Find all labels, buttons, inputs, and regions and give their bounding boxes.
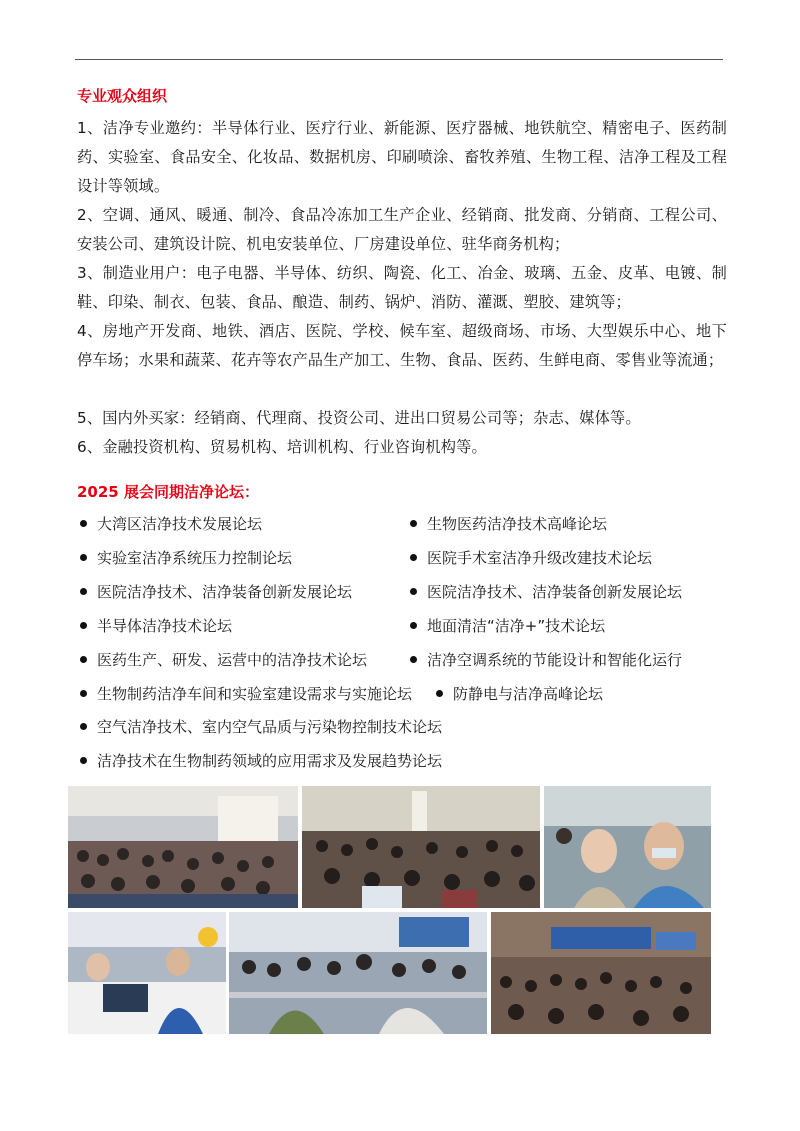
exhibition-hall-photo bbox=[491, 912, 711, 1034]
audience-photo bbox=[302, 786, 540, 908]
audience-item-5: 5、国内外买家：经销商、代理商、投资公司、进出口贸易公司等；杂志、媒体等。 bbox=[77, 409, 641, 427]
bullet-icon bbox=[80, 690, 87, 697]
bullet-icon bbox=[80, 723, 87, 730]
forum-item: 实验室洁净系统压力控制论坛 bbox=[80, 548, 292, 568]
section-title-forums: 2025 展会同期洁净论坛： bbox=[77, 483, 259, 501]
forum-item: 半导体洁净技术论坛 bbox=[80, 616, 232, 636]
forum-item: 洁净技术在生物制药领域的应用需求及发展趋势论坛 bbox=[80, 751, 442, 771]
bullet-icon bbox=[80, 656, 87, 663]
conference-hall-photo bbox=[68, 786, 298, 908]
audience-item-2: 2、空调、通风、暖通、制冷、食品冷冻加工生产企业、经销商、批发商、分销商、工程公司、安装公司、建筑设计院、机电安装单位、厂房建设单位、驻华商务机构； bbox=[77, 206, 727, 253]
forum-item: 防静电与洁净高峰论坛 bbox=[436, 684, 603, 704]
bullet-icon bbox=[410, 520, 417, 527]
section-title-audience: 专业观众组织 bbox=[77, 87, 168, 105]
bullet-icon bbox=[410, 588, 417, 595]
header-rule bbox=[75, 59, 723, 60]
bullet-icon bbox=[80, 757, 87, 764]
forum-item: 空气洁净技术、室内空气品质与污染物控制技术论坛 bbox=[80, 717, 442, 737]
audience-item-1: 1、洁净专业邀约：半导体行业、医疗行业、新能源、医疗器械、地铁航空、精密电子、医药制药、实验室、食品安全、化妆品、数据机房、印刷喷涂、畜牧养殖、生物工程、洁净工程及工程设计等领域。 bbox=[77, 119, 727, 195]
forum-item: 医院手术室洁净升级改建技术论坛 bbox=[410, 548, 652, 568]
forum-item: 大湾区洁净技术发展论坛 bbox=[80, 514, 262, 534]
bullet-icon bbox=[80, 554, 87, 561]
attendees-closeup-photo bbox=[544, 786, 711, 908]
entrance-crowd-photo bbox=[229, 912, 487, 1034]
audience-item-3: 3、制造业用户：电子电器、半导体、纺织、陶瓷、化工、冶金、玻璃、五金、皮革、电镀、制鞋、印染、制衣、包装、食品、酿造、制药、锅炉、消防、灌溉、塑胶、建筑等； bbox=[77, 264, 727, 311]
forum-item: 医院洁净技术、洁净装备创新发展论坛 bbox=[80, 582, 352, 602]
bullet-icon bbox=[410, 622, 417, 629]
bullet-icon bbox=[436, 690, 443, 697]
forum-item: 医药生产、研发、运营中的洁净技术论坛 bbox=[80, 650, 367, 670]
forum-item: 生物医药洁净技术高峰论坛 bbox=[410, 514, 607, 534]
bullet-icon bbox=[410, 656, 417, 663]
bullet-icon bbox=[410, 554, 417, 561]
audience-item-4: 4、房地产开发商、地铁、酒店、医院、学校、候车室、超级商场、市场、大型娱乐中心、地下停车场；水果和蔬菜、花卉等农产品生产加工、生物、食品、医药、生鲜电商、零售业等流通； bbox=[77, 322, 727, 369]
forum-item: 医院洁净技术、洁净装备创新发展论坛 bbox=[410, 582, 682, 602]
forum-item: 洁净空调系统的节能设计和智能化运行 bbox=[410, 650, 682, 670]
bullet-icon bbox=[80, 622, 87, 629]
audience-item-6: 6、金融投资机构、贸易机构、培训机构、行业咨询机构等。 bbox=[77, 438, 487, 456]
forum-item: 生物制药洁净车间和实验室建设需求与实施论坛 bbox=[80, 684, 412, 704]
bullet-icon bbox=[80, 588, 87, 595]
booth-demo-photo bbox=[68, 912, 226, 1034]
bullet-icon bbox=[80, 520, 87, 527]
forum-item: 地面清洁“洁净+”技术论坛 bbox=[410, 616, 605, 636]
